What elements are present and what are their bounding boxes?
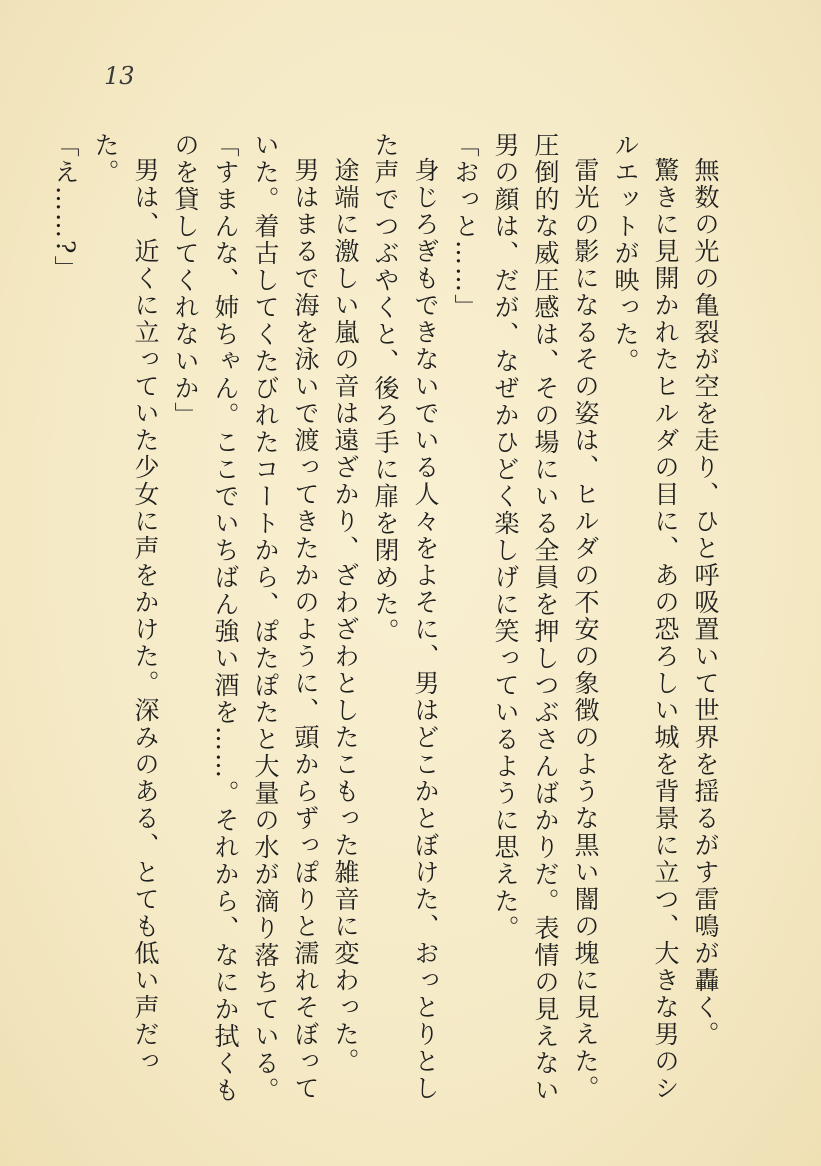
paragraph: 途端に激しい嵐の音は遠ざかり、ざわざわとしたこもった雑音に変わった。: [331, 157, 360, 1075]
paragraph: 男は、近くに立っていた少女に声をかけた。深みのある、とても低い声だった。: [91, 132, 160, 1075]
dialogue-paragraph: 「すまんな、姉ちゃん。ここでいちばん強い酒を……。それから、なにか拭くものを貸してくれないか」: [171, 132, 240, 1104]
dialogue-paragraph: 「おっと……」: [451, 132, 480, 321]
paragraph: 驚きに見開かれたヒルダの目に、あの恐ろしい城を背景に立つ、大きな男のシルエットが映った。: [611, 132, 680, 1102]
paragraph: 雷光の影になるその姿は、ヒルダの不安の象徴のような黒い闇の塊に見えた。圧倒的な威圧感は、その場にいる全員を押しつぶさんばかりだ。表情の見えない男の顔は、だが、なぜかひどく楽しげに笑っているように思えた。: [491, 132, 600, 1104]
body-text: [45, 132, 725, 1122]
paragraph: 男はまるで海を泳いで渡ってきたかのように、頭からずっぽりと濡れそぼっていた。着古してくたびれたコートから、ぽたぽたと大量の水が滴り落ちている。: [251, 132, 320, 1104]
page-number: 13: [104, 62, 135, 90]
paragraph: 身じろぎもできないでいる人々をよそに、男はどこかとぼけた、おっとりとした声でつぶやくと、後ろ手に扉を閉めた。: [371, 132, 440, 1102]
dialogue-paragraph: 「え……?」: [51, 132, 80, 283]
paragraph: 無数の光の亀裂が空を走り、ひと呼吸置いて世界を揺るがす雷鳴が轟く。: [691, 157, 720, 1048]
